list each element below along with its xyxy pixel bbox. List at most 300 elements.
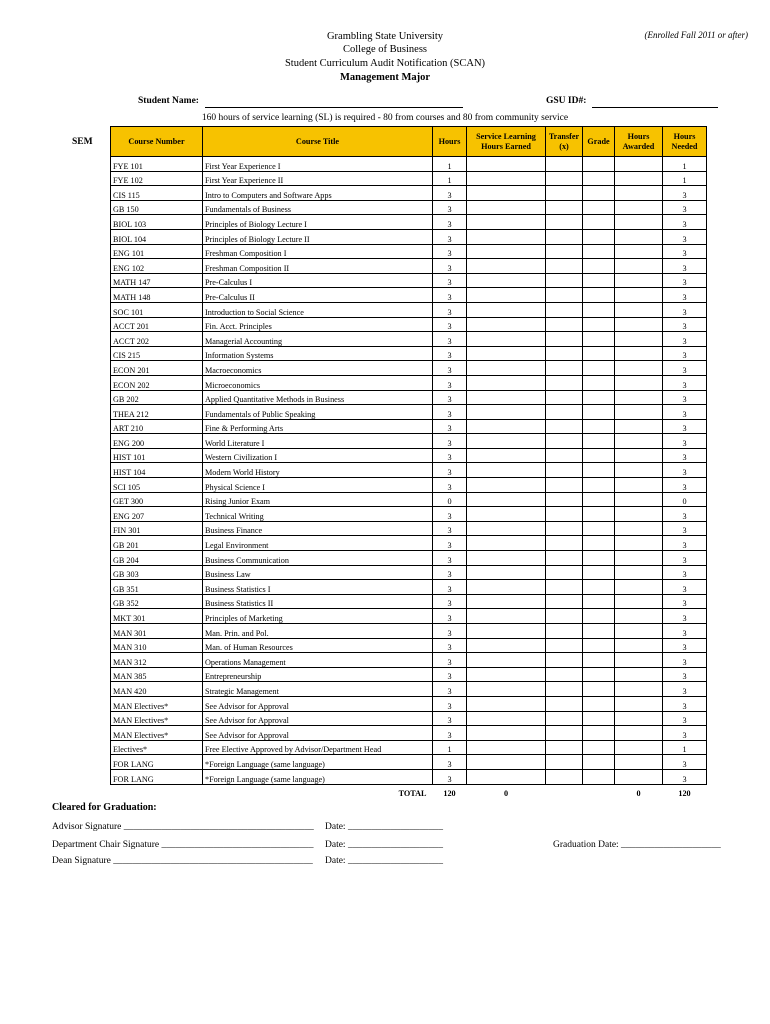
grade-cell[interactable] [583,726,615,741]
course-hours: 3 [433,565,467,580]
grade-cell[interactable] [583,302,615,317]
form-title: Student Curriculum Audit Notification (SCAN) [284,58,486,69]
hours-needed: 1 [663,740,707,755]
course-number: CIS 215 [111,346,203,361]
course-number: FYE 102 [111,171,203,186]
service-learning-cell[interactable] [467,507,546,522]
service-learning-cell[interactable] [467,273,546,288]
transfer-cell[interactable] [546,696,583,711]
transfer-cell[interactable] [546,507,583,522]
hours-needed: 3 [663,696,707,711]
grade-cell[interactable] [583,492,615,507]
hours-awarded-cell[interactable] [615,711,663,726]
table-row [111,186,707,201]
course-number: GB 351 [111,580,203,595]
grade-cell[interactable] [583,361,615,376]
grade-cell[interactable] [583,390,615,405]
transfer-cell[interactable] [546,638,583,653]
course-number: CIS 115 [111,186,203,201]
service-learning-cell[interactable] [467,215,546,230]
course-hours: 3 [433,726,467,741]
hours-needed: 3 [663,580,707,595]
table-row [111,682,707,697]
transfer-cell[interactable] [546,740,583,755]
hours-awarded-cell[interactable] [615,609,663,624]
course-number: ACCT 202 [111,332,203,347]
course-title: Applied Quantitative Methods in Business [203,390,433,405]
transfer-cell[interactable] [546,171,583,186]
service-learning-cell[interactable] [467,302,546,317]
table-row [111,536,707,551]
course-title: *Foreign Language (same language) [203,755,433,770]
transfer-cell[interactable] [546,215,583,230]
course-title: Freshman Composition I [203,244,433,259]
hours-awarded-cell[interactable] [615,463,663,478]
course-hours: 3 [433,434,467,449]
table-row [111,434,707,449]
service-learning-cell[interactable] [467,609,546,624]
table-row [111,463,707,478]
course-title: Business Statistics I [203,580,433,595]
transfer-cell[interactable] [546,711,583,726]
service-learning-cell[interactable] [467,492,546,507]
hours-awarded-cell[interactable] [615,682,663,697]
course-hours: 3 [433,653,467,668]
total-hours: 120 [443,789,456,799]
table-row [111,594,707,609]
course-hours: 3 [433,769,467,784]
course-number: ACCT 201 [111,317,203,332]
hours-awarded-cell[interactable] [615,390,663,405]
transfer-cell[interactable] [546,653,583,668]
hours-needed: 3 [663,594,707,609]
hours-needed: 3 [663,186,707,201]
hours-needed: 3 [663,755,707,770]
course-title: Man. Prin. and Pol. [203,624,433,639]
course-number: MAN 301 [111,624,203,639]
course-hours: 3 [433,302,467,317]
course-title: Free Elective Approved by Advisor/Department Head [203,740,433,755]
hours-needed: 3 [663,200,707,215]
grade-cell[interactable] [583,332,615,347]
hours-awarded-cell[interactable] [615,302,663,317]
table-row [111,171,707,186]
transfer-cell[interactable] [546,448,583,463]
transfer-cell[interactable] [546,565,583,580]
course-title: Fundamentals of Business [203,200,433,215]
service-learning-cell[interactable] [467,769,546,784]
hours-awarded-cell[interactable] [615,638,663,653]
course-title: Principles of Biology Lecture II [203,229,433,244]
hours-needed: 3 [663,259,707,274]
dean-signature[interactable]: Dean Signature __________________________________________ [52,856,313,866]
table-row [111,375,707,390]
course-number: GET 300 [111,492,203,507]
service-learning-cell[interactable] [467,653,546,668]
course-number: BIOL 104 [111,229,203,244]
grade-cell[interactable] [583,215,615,230]
service-learning-cell[interactable] [467,361,546,376]
hours-needed: 3 [663,769,707,784]
service-learning-cell[interactable] [467,448,546,463]
service-learning-cell[interactable] [467,682,546,697]
service-learning-cell[interactable] [467,375,546,390]
hours-needed: 3 [663,726,707,741]
course-hours: 3 [433,624,467,639]
grade-cell[interactable] [583,565,615,580]
grade-cell[interactable] [583,478,615,493]
grade-cell[interactable] [583,609,615,624]
grade-cell[interactable] [583,653,615,668]
hours-needed: 3 [663,478,707,493]
service-learning-cell[interactable] [467,551,546,566]
course-number: Electives* [111,740,203,755]
transfer-cell[interactable] [546,769,583,784]
grade-cell[interactable] [583,434,615,449]
transfer-cell[interactable] [546,375,583,390]
hours-awarded-cell[interactable] [615,215,663,230]
grade-cell[interactable] [583,317,615,332]
grade-cell[interactable] [583,288,615,303]
hours-needed: 3 [663,711,707,726]
service-learning-cell[interactable] [467,667,546,682]
table-row [111,419,707,434]
grade-cell[interactable] [583,755,615,770]
hours-awarded-cell[interactable] [615,755,663,770]
transfer-cell[interactable] [546,755,583,770]
course-hours: 3 [433,186,467,201]
grade-cell[interactable] [583,711,615,726]
hours-awarded-cell[interactable] [615,361,663,376]
grade-cell[interactable] [583,259,615,274]
grade-cell[interactable] [583,244,615,259]
grade-cell[interactable] [583,594,615,609]
grade-cell[interactable] [583,186,615,201]
course-title: Macroeconomics [203,361,433,376]
service-learning-cell[interactable] [467,711,546,726]
student-name-field[interactable] [205,107,463,108]
hours-awarded-cell[interactable] [615,186,663,201]
hours-awarded-cell[interactable] [615,419,663,434]
service-learning-cell[interactable] [467,171,546,186]
table-row [111,492,707,507]
table-row [111,755,707,770]
service-learning-cell[interactable] [467,726,546,741]
hours-awarded-cell[interactable] [615,157,663,172]
hours-awarded-cell[interactable] [615,229,663,244]
student-name-label: Student Name: [138,96,199,106]
transfer-cell[interactable] [546,405,583,420]
course-title: Pre-Calculus II [203,288,433,303]
course-title: Rising Junior Exam [203,492,433,507]
grade-cell[interactable] [583,375,615,390]
hours-awarded-cell[interactable] [615,667,663,682]
service-learning-cell[interactable] [467,346,546,361]
transfer-cell[interactable] [546,361,583,376]
course-hours: 3 [433,580,467,595]
transfer-cell[interactable] [546,288,583,303]
grade-cell[interactable] [583,551,615,566]
course-title: Technical Writing [203,507,433,522]
table-row [111,273,707,288]
grade-cell[interactable] [583,536,615,551]
chair-signature[interactable]: Department Chair Signature ________________________________ [52,840,314,850]
hours-needed: 3 [663,448,707,463]
course-number: ECON 202 [111,375,203,390]
hours-awarded-cell[interactable] [615,740,663,755]
table-row [111,244,707,259]
service-learning-cell[interactable] [467,390,546,405]
hours-needed: 3 [663,288,707,303]
hours-needed: 3 [663,375,707,390]
course-hours: 3 [433,317,467,332]
course-hours: 1 [433,171,467,186]
course-hours: 0 [433,492,467,507]
hours-needed: 3 [663,215,707,230]
transfer-cell[interactable] [546,667,583,682]
transfer-cell[interactable] [546,682,583,697]
course-title: Microeconomics [203,375,433,390]
course-number: SCI 105 [111,478,203,493]
transfer-cell[interactable] [546,157,583,172]
curriculum-table [110,126,707,798]
hours-awarded-cell[interactable] [615,624,663,639]
hours-awarded-cell[interactable] [615,565,663,580]
service-learning-cell[interactable] [467,244,546,259]
total-service-learning: 0 [503,789,509,799]
hours-awarded-cell[interactable] [615,375,663,390]
hours-awarded-cell[interactable] [615,332,663,347]
grade-cell[interactable] [583,507,615,522]
grade-cell[interactable] [583,157,615,172]
course-title: Operations Management [203,653,433,668]
grade-cell[interactable] [583,521,615,536]
hours-awarded-cell[interactable] [615,200,663,215]
course-hours: 3 [433,521,467,536]
table-row [111,302,707,317]
service-learning-cell[interactable] [467,463,546,478]
hours-awarded-cell[interactable] [615,551,663,566]
hours-awarded-cell[interactable] [615,273,663,288]
service-learning-cell[interactable] [467,580,546,595]
service-learning-cell[interactable] [467,638,546,653]
service-learning-cell[interactable] [467,565,546,580]
course-number: MAN Electives* [111,696,203,711]
grade-cell[interactable] [583,580,615,595]
course-number: BIOL 103 [111,215,203,230]
course-number: ART 210 [111,419,203,434]
hours-awarded-cell[interactable] [615,726,663,741]
grade-cell[interactable] [583,419,615,434]
course-hours: 3 [433,682,467,697]
transfer-cell[interactable] [546,580,583,595]
hours-needed: 3 [663,346,707,361]
major-title: Management Major [339,72,431,83]
table-row [111,361,707,376]
grade-cell[interactable] [583,463,615,478]
grade-cell[interactable] [583,682,615,697]
service-learning-cell[interactable] [467,186,546,201]
hours-awarded-cell[interactable] [615,696,663,711]
transfer-cell[interactable] [546,244,583,259]
transfer-cell[interactable] [546,229,583,244]
course-hours: 3 [433,200,467,215]
course-hours: 3 [433,361,467,376]
service-learning-cell[interactable] [467,696,546,711]
transfer-cell[interactable] [546,521,583,536]
service-learning-cell[interactable] [467,755,546,770]
course-number: MAN 312 [111,653,203,668]
service-learning-cell[interactable] [467,405,546,420]
col-service-learning: Service Learning Hours Earned [467,127,546,157]
grade-cell[interactable] [583,346,615,361]
grade-cell[interactable] [583,405,615,420]
grade-cell[interactable] [583,229,615,244]
table-row [111,740,707,755]
table-row [111,200,707,215]
hours-awarded-cell[interactable] [615,507,663,522]
grade-cell[interactable] [583,638,615,653]
grade-cell[interactable] [583,769,615,784]
course-title: Western Civilization I [203,448,433,463]
service-learning-cell[interactable] [467,536,546,551]
hours-needed: 3 [663,273,707,288]
hours-needed: 3 [663,463,707,478]
service-learning-cell[interactable] [467,740,546,755]
transfer-cell[interactable] [546,434,583,449]
hours-awarded-cell[interactable] [615,317,663,332]
hours-awarded-cell[interactable] [615,448,663,463]
gsu-id-field[interactable] [592,107,718,108]
transfer-cell[interactable] [546,609,583,624]
hours-awarded-cell[interactable] [615,405,663,420]
course-title: Introduction to Social Science [203,302,433,317]
table-row [111,521,707,536]
grade-cell[interactable] [583,667,615,682]
course-title: Principles of Marketing [203,609,433,624]
table-row [111,580,707,595]
hours-awarded-cell[interactable] [615,288,663,303]
advisor-signature[interactable]: Advisor Signature ________________________________________ [52,822,314,832]
service-learning-cell[interactable] [467,332,546,347]
graduation-date[interactable]: Graduation Date: _____________________ [553,840,721,850]
grade-cell[interactable] [583,624,615,639]
transfer-cell[interactable] [546,200,583,215]
transfer-cell[interactable] [546,302,583,317]
hours-needed: 3 [663,682,707,697]
service-learning-cell[interactable] [467,594,546,609]
transfer-cell[interactable] [546,186,583,201]
transfer-cell[interactable] [546,259,583,274]
transfer-cell[interactable] [546,536,583,551]
course-number: ENG 102 [111,259,203,274]
service-learning-cell[interactable] [467,624,546,639]
hours-needed: 3 [663,565,707,580]
col-transfer: Transfer (x) [546,127,583,157]
hours-awarded-cell[interactable] [615,521,663,536]
transfer-cell[interactable] [546,492,583,507]
transfer-cell[interactable] [546,346,583,361]
transfer-cell[interactable] [546,332,583,347]
table-row [111,624,707,639]
hours-awarded-cell[interactable] [615,259,663,274]
transfer-cell[interactable] [546,726,583,741]
transfer-cell[interactable] [546,463,583,478]
grade-cell[interactable] [583,171,615,186]
table-row [111,507,707,522]
service-learning-cell[interactable] [467,157,546,172]
hours-needed: 3 [663,521,707,536]
grade-cell[interactable] [583,696,615,711]
transfer-cell[interactable] [546,478,583,493]
hours-needed: 3 [663,609,707,624]
service-learning-cell[interactable] [467,317,546,332]
transfer-cell[interactable] [546,624,583,639]
transfer-cell[interactable] [546,551,583,566]
table-row [111,769,707,784]
table-row [111,405,707,420]
course-hours: 3 [433,448,467,463]
total-hours-needed: 120 [678,789,691,799]
service-learning-cell[interactable] [467,259,546,274]
service-learning-cell[interactable] [467,434,546,449]
course-number: ENG 101 [111,244,203,259]
hours-awarded-cell[interactable] [615,594,663,609]
hours-needed: 1 [663,171,707,186]
hours-awarded-cell[interactable] [615,478,663,493]
hours-awarded-cell[interactable] [615,653,663,668]
transfer-cell[interactable] [546,594,583,609]
service-learning-cell[interactable] [467,229,546,244]
table-row [111,448,707,463]
hours-awarded-cell[interactable] [615,769,663,784]
service-learning-cell[interactable] [467,419,546,434]
grade-cell[interactable] [583,448,615,463]
table-row [111,390,707,405]
hours-awarded-cell[interactable] [615,434,663,449]
col-course-title: Course Title [203,127,433,157]
service-learning-cell[interactable] [467,200,546,215]
hours-awarded-cell[interactable] [615,492,663,507]
table-header-row [111,127,707,157]
hours-needed: 3 [663,507,707,522]
college-name: College of Business [343,44,427,55]
course-title: Man. of Human Resources [203,638,433,653]
grade-cell[interactable] [583,273,615,288]
service-learning-cell[interactable] [467,288,546,303]
service-learning-cell[interactable] [467,478,546,493]
transfer-cell[interactable] [546,419,583,434]
hours-awarded-cell[interactable] [615,171,663,186]
hours-awarded-cell[interactable] [615,346,663,361]
transfer-cell[interactable] [546,273,583,288]
service-learning-cell[interactable] [467,521,546,536]
hours-needed: 3 [663,244,707,259]
hours-needed: 3 [663,405,707,420]
course-number: GB 303 [111,565,203,580]
transfer-cell[interactable] [546,390,583,405]
hours-awarded-cell[interactable] [615,244,663,259]
dean-date[interactable]: Date: ____________________ [325,856,443,866]
advisor-date[interactable]: Date: ____________________ [325,822,443,832]
hours-awarded-cell[interactable] [615,536,663,551]
grade-cell[interactable] [583,740,615,755]
chair-date[interactable]: Date: ____________________ [325,840,443,850]
col-hours-awarded: Hours Awarded [615,127,663,157]
hours-awarded-cell[interactable] [615,580,663,595]
transfer-cell[interactable] [546,317,583,332]
grade-cell[interactable] [583,200,615,215]
